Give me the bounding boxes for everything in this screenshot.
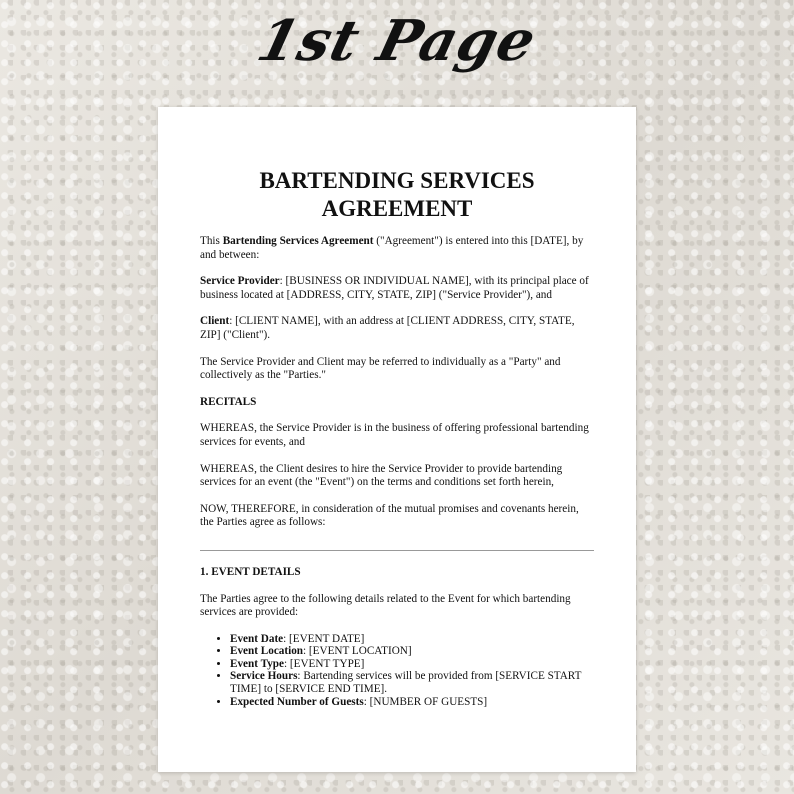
list-item-label: Service Hours	[230, 670, 298, 683]
list-item-label: Expected Number of Guests	[230, 695, 364, 708]
list-item-text: : [EVENT TYPE]	[283, 657, 365, 670]
list-item	[230, 696, 594, 709]
document-title: BARTENDING SERVICES AGREEMENT	[259, 168, 535, 221]
intro-post: ("Agreement") is entered into this [DATE], by and between:	[200, 235, 584, 261]
list-item-text: : [EVENT DATE]	[283, 632, 365, 645]
provider-label: Service Provider	[200, 275, 280, 288]
section-1-intro: The Parties agree to the following details related to the Event for which bartending services are provided:	[200, 592, 571, 619]
provider-text: : [BUSINESS OR INDIVIDUAL NAME], with its principal place of business located at [ADDRESS, CITY, STATE, ZIP] ("Service Provider"), and	[200, 275, 589, 301]
whereas-paragraph-1: WHEREAS, the Service Provider is in the business of offering professional bartending services for events, and	[200, 422, 589, 448]
list-item-text: : [EVENT LOCATION]	[303, 645, 412, 658]
client-text: : [CLIENT NAME], with an address at [CLIENT ADDRESS, CITY, STATE, ZIP] ("Client").	[200, 315, 575, 341]
document-page	[158, 107, 636, 772]
event-details-list	[200, 633, 594, 709]
client-label: Client	[200, 315, 230, 328]
list-item-text: : [NUMBER OF GUESTS]	[363, 695, 488, 708]
intro-bold: Bartending Services Agreement	[222, 235, 374, 247]
intro-pre: This	[200, 235, 223, 247]
section-divider	[200, 550, 594, 551]
section-1-heading: 1. EVENT DETAILS	[200, 565, 301, 578]
intro-paragraph	[200, 235, 594, 262]
list-item	[230, 670, 594, 695]
parties-paragraph: The Service Provider and Client may be referred to individually as a "Party" and collectively as the "Parties."	[200, 355, 561, 382]
list-item-label: Event Type	[230, 657, 284, 670]
provider-paragraph	[200, 275, 594, 302]
whereas-paragraph-2: WHEREAS, the Client desires to hire the Service Provider to provide bartending services for an event (the "Event") on the terms and conditions set forth herein,	[200, 462, 563, 489]
list-item	[230, 633, 594, 646]
now-therefore-paragraph: NOW, THEREFORE, in consideration of the mutual promises and covenants herein, the Parties agree as follows:	[200, 502, 579, 529]
list-item	[230, 658, 594, 671]
list-item	[230, 645, 594, 658]
list-item-label: Event Location	[230, 645, 304, 658]
list-item-text: : Bartending services will be provided from [SERVICE START TIME] to [SERVICE END TIME].	[230, 670, 582, 696]
page-banner: 1st Page	[251, 8, 543, 74]
recitals-heading: RECITALS	[200, 395, 257, 408]
client-paragraph	[200, 315, 594, 342]
list-item-label: Event Date	[230, 632, 284, 645]
